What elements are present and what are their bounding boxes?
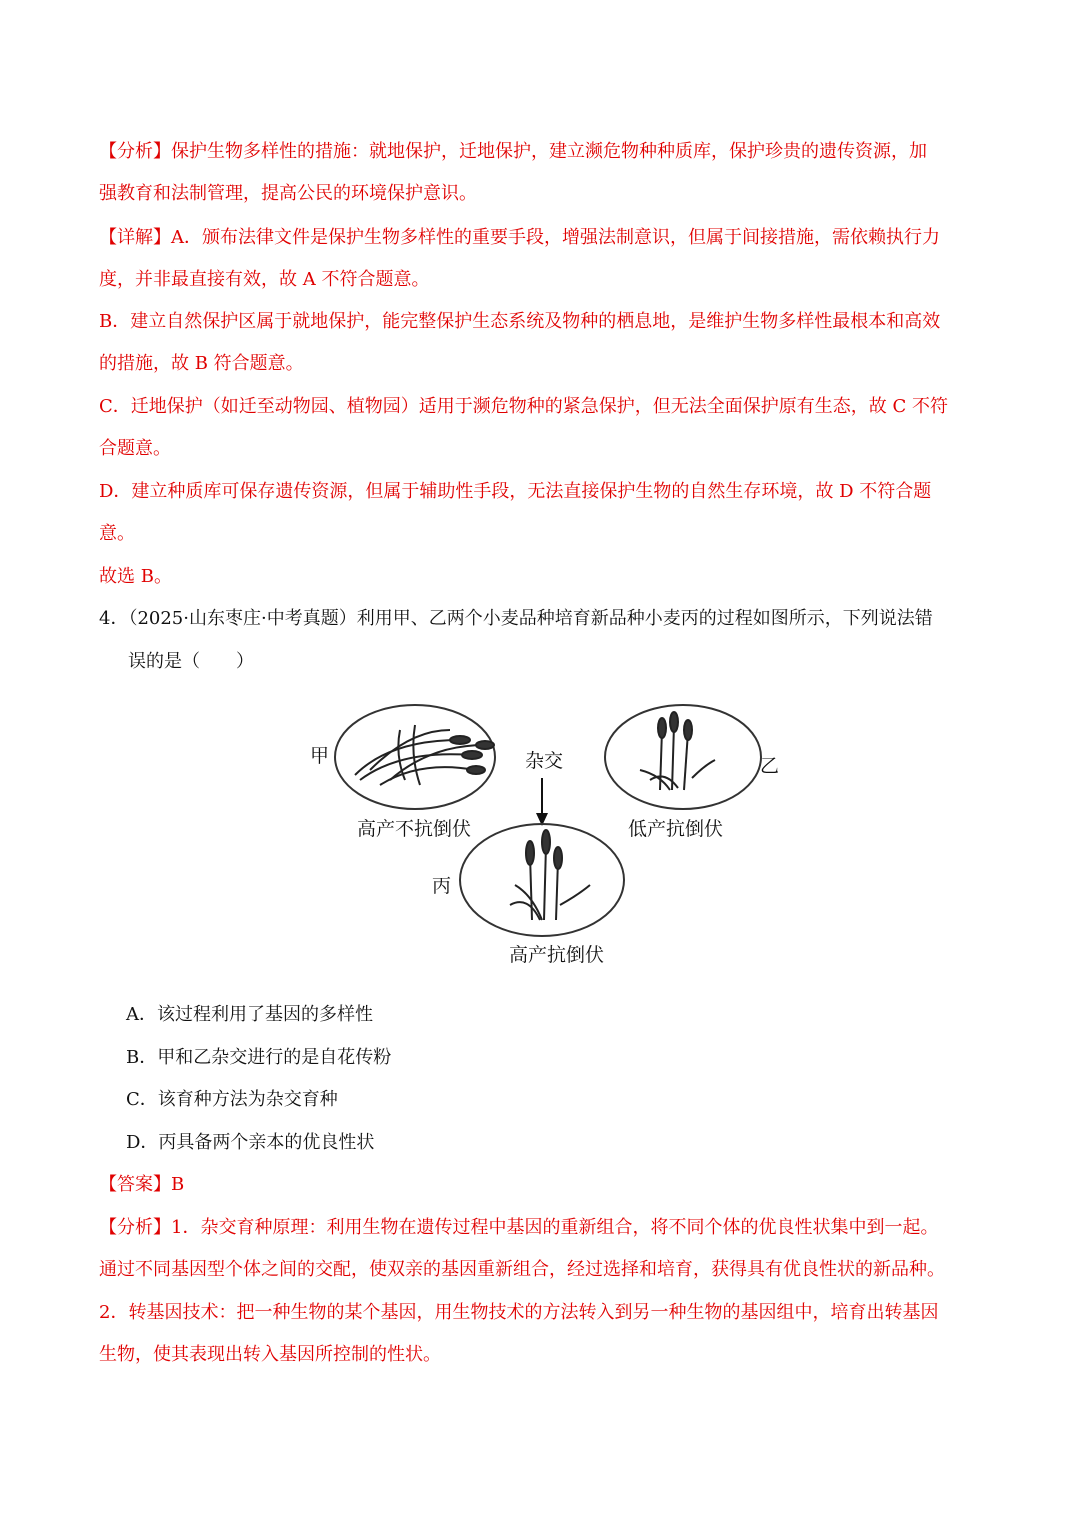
analysis-tag: 【分析】 — [99, 141, 171, 162]
bing-caption: 高产抗倒伏 — [509, 944, 605, 966]
question-4-stem — [99, 607, 933, 631]
jia-wheat-illustration — [355, 725, 494, 785]
wheat-breeding-figure — [300, 700, 800, 970]
analysis-text: 保护生物多样性的措施：就地保护，迁地保护，建立濒危物种种质库，保护珍贵的遗传资源，加 — [171, 141, 927, 162]
option-a: A．该过程利用了基因的多样性 — [126, 1004, 373, 1025]
yi-wheat-illustration — [640, 712, 715, 790]
question-text: （2025·山东枣庄·中考真题）利用甲、乙两个小麦品种培育新品种小麦丙的过程如图所示，下列说法错 — [128, 608, 933, 629]
answer-line — [99, 1173, 184, 1197]
detail-c-line-2: 合题意。 — [99, 438, 171, 459]
answer-tag: 【答案】 — [99, 1174, 171, 1195]
jia-caption: 高产不抗倒伏 — [357, 818, 472, 840]
yi-label: 乙 — [760, 755, 780, 777]
question-number: 4． — [99, 608, 129, 629]
detail-a-line-2: 度，并非最直接有效，故 A 不符合题意。 — [99, 269, 430, 290]
analysis2-paragraph-1 — [99, 1216, 938, 1240]
analysis-text-line-2: 强教育和法制管理，提高公民的环境保护意识。 — [99, 183, 477, 204]
analysis-paragraph-1 — [99, 140, 927, 164]
option-d: D．丙具备两个亲本的优良性状 — [126, 1132, 375, 1153]
detail-paragraph-a — [99, 226, 940, 250]
detail-conclusion: 故选 B。 — [99, 566, 172, 587]
cross-label: 杂交 — [525, 750, 564, 772]
detail-c-line-1: C．迁地保护（如迁至动物园、植物园）适用于濒危物种的紧急保护，但无法全面保护原有生态，故 C 不符 — [99, 396, 948, 417]
bing-wheat-illustration — [510, 830, 590, 920]
answer-value: B — [171, 1174, 185, 1195]
analysis2-p1-text: 1．杂交育种原理：利用生物在遗传过程中基因的重新组合，将不同个体的优良性状集中到一起。 — [171, 1217, 939, 1238]
analysis2-p2-line-2: 生物，使其表现出转入基因所控制的性状。 — [99, 1344, 441, 1365]
yi-ellipse — [605, 705, 761, 809]
yi-caption: 低产抗倒伏 — [628, 818, 724, 840]
analysis2-tag: 【分析】 — [99, 1217, 171, 1238]
detail-d-line-2: 意。 — [99, 523, 135, 544]
jia-label: 甲 — [310, 745, 330, 767]
option-b: B．甲和乙杂交进行的是自花传粉 — [126, 1047, 392, 1068]
detail-b-line-1: B．建立自然保护区属于就地保护，能完整保护生态系统及物种的栖息地，是维护生物多样性最根本和高效 — [99, 311, 941, 332]
analysis2-p2-line-1: 2．转基因技术：把一种生物的某个基因，用生物技术的方法转入到另一种生物的基因组中，培育出转基因 — [99, 1302, 939, 1323]
option-c: C．该育种方法为杂交育种 — [126, 1089, 338, 1110]
detail-a-text: A．颁布法律文件是保护生物多样性的重要手段，增强法制意识，但属于间接措施，需依赖执行力 — [171, 227, 940, 248]
detail-d-line-1: D．建立种质库可保存遗传资源，但属于辅助性手段，无法直接保护生物的自然生存环境，故 D 不符合题 — [99, 481, 932, 502]
detail-tag: 【详解】 — [99, 227, 171, 248]
bing-label: 丙 — [432, 875, 452, 897]
question-4-stem-line-2: 误的是（ ） — [128, 651, 254, 672]
analysis2-p1-line-2: 通过不同基因型个体之间的交配，使双亲的基因重新组合，经过选择和培育，获得具有优良性状的新品种。 — [99, 1259, 945, 1280]
detail-b-line-2: 的措施，故 B 符合题意。 — [99, 353, 304, 374]
